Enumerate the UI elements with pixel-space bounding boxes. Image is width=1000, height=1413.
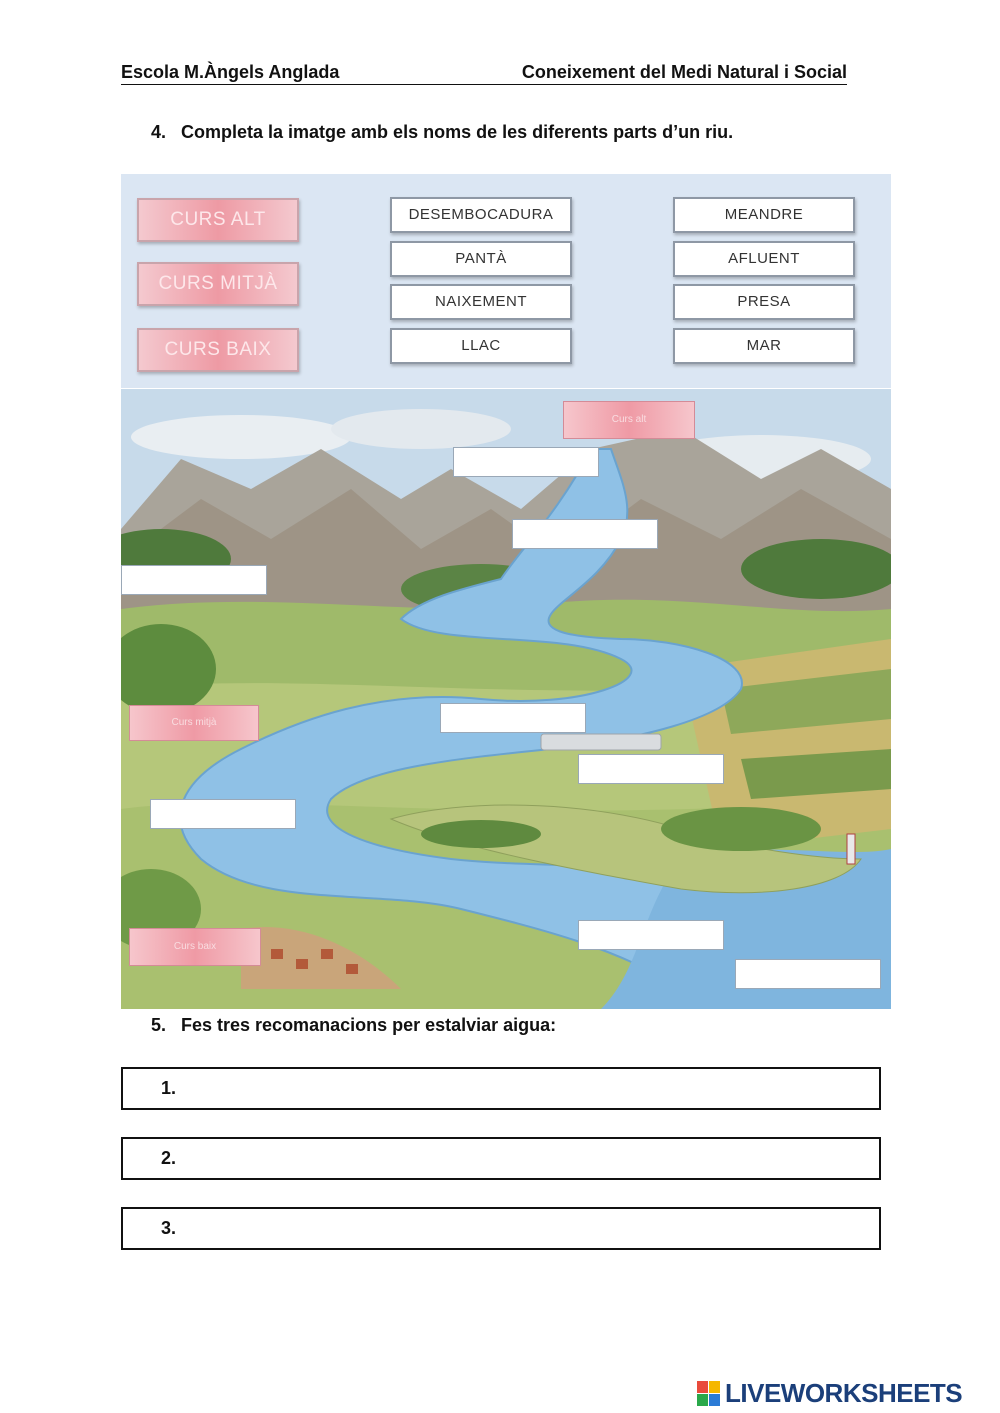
word-curs-mitja[interactable]: CURS MITJÀ bbox=[137, 262, 299, 306]
answer-blank-7[interactable] bbox=[578, 920, 724, 950]
question-5-number: 5. bbox=[151, 1015, 167, 1035]
answer-blank-4[interactable] bbox=[440, 703, 586, 733]
marker-curs-baix: Curs baix bbox=[129, 928, 261, 966]
answer-box-2-number: 2. bbox=[161, 1148, 177, 1168]
answer-blank-1[interactable] bbox=[453, 447, 599, 477]
question-5-text: Fes tres recomanacions per estalviar aigua: bbox=[181, 1015, 557, 1035]
word-meandre[interactable]: MEANDRE bbox=[673, 197, 855, 233]
answer-blank-2[interactable] bbox=[512, 519, 658, 549]
word-curs-baix[interactable]: CURS BAIX bbox=[137, 328, 299, 372]
worksheet-header bbox=[121, 60, 847, 85]
river-landscape-drawing bbox=[121, 389, 891, 1009]
word-mar[interactable]: MAR bbox=[673, 328, 855, 364]
logo-text: LIVEWORKSHEETS bbox=[725, 1378, 963, 1408]
marker-curs-alt: Curs alt bbox=[563, 401, 695, 439]
word-presa[interactable]: PRESA bbox=[673, 284, 855, 320]
answer-blank-3[interactable] bbox=[121, 565, 267, 595]
question-4-number: 4. bbox=[151, 122, 167, 142]
answer-blank-5[interactable] bbox=[578, 754, 724, 784]
logo-blocks-icon bbox=[697, 1381, 721, 1407]
question-5 bbox=[151, 1015, 556, 1036]
subject-name: Coneixement del Medi Natural i Social bbox=[521, 62, 847, 82]
word-desembocadura[interactable]: DESEMBOCADURA bbox=[390, 197, 572, 233]
answer-blank-8[interactable] bbox=[735, 959, 881, 989]
answer-box-1-number: 1. bbox=[161, 1078, 177, 1098]
word-panta[interactable]: PANTÀ bbox=[390, 241, 572, 277]
answer-box-3[interactable] bbox=[121, 1207, 881, 1250]
liveworksheets-logo bbox=[697, 1378, 997, 1410]
word-afluent[interactable]: AFLUENT bbox=[673, 241, 855, 277]
answer-box-3-number: 3. bbox=[161, 1218, 177, 1238]
word-naixement[interactable]: NAIXEMENT bbox=[390, 284, 572, 320]
word-llac[interactable]: LLAC bbox=[390, 328, 572, 364]
question-4 bbox=[151, 122, 733, 143]
word-bank bbox=[121, 174, 891, 388]
answer-blank-6[interactable] bbox=[150, 799, 296, 829]
word-curs-alt[interactable]: CURS ALT bbox=[137, 198, 299, 242]
answer-box-1[interactable] bbox=[121, 1067, 881, 1110]
marker-curs-mitja: Curs mitjà bbox=[129, 705, 259, 741]
river-illustration bbox=[121, 389, 891, 1009]
question-4-text: Completa la imatge amb els noms de les diferents parts d’un riu. bbox=[181, 122, 734, 142]
answer-box-2[interactable] bbox=[121, 1137, 881, 1180]
school-name: Escola M.Àngels Anglada bbox=[121, 62, 340, 82]
